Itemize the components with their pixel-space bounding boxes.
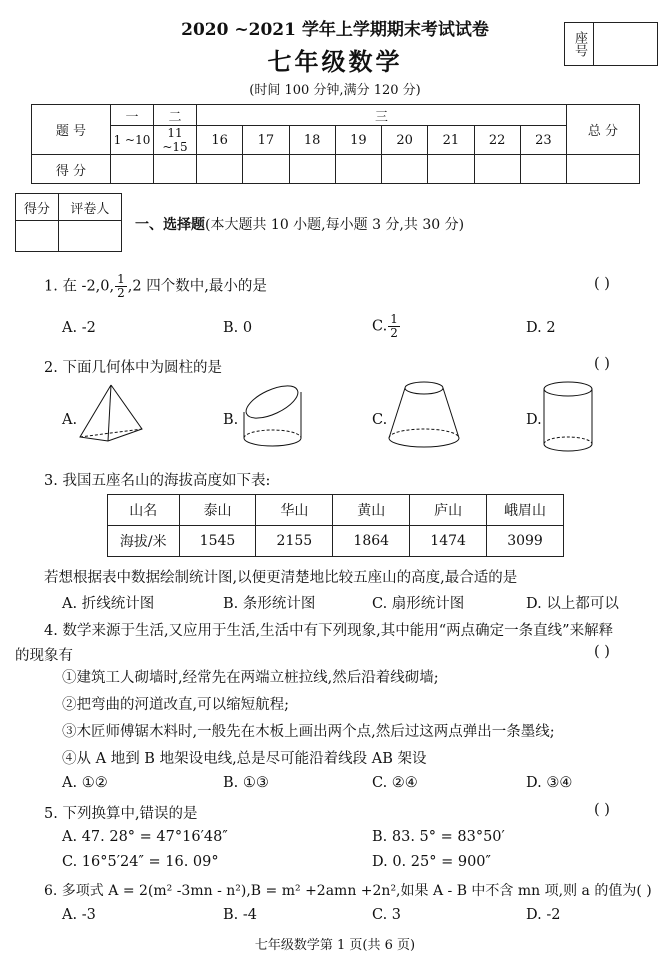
score-cell[interactable] xyxy=(520,155,566,184)
qnum-20: 20 xyxy=(382,126,428,155)
grader-label: 评卷人 xyxy=(58,194,121,221)
q3-option-b: B. 条形统计图 xyxy=(223,596,316,612)
q1-answer-paren: ( ) xyxy=(594,276,610,292)
score-cell[interactable] xyxy=(289,155,335,184)
row-label-question: 题 号 xyxy=(32,105,111,155)
score-cell[interactable] xyxy=(154,155,197,184)
q3-option-c: C. 扇形统计图 xyxy=(372,596,465,612)
qnum-17: 17 xyxy=(243,126,289,155)
q6-option-b: B. -4 xyxy=(223,907,257,923)
q5-option-a: A. 47. 28° = 47°16′48″ xyxy=(62,829,228,845)
page-footer: 七年级数学第 1 页(共 6 页) xyxy=(254,938,416,953)
q2-answer-paren: ( ) xyxy=(594,356,610,372)
score-cell[interactable] xyxy=(335,155,381,184)
q4-item: ③木匠师傅锯木料时,一般先在木板上画出两个点,然后过这两点弹出一条墨线; xyxy=(62,724,555,740)
q3-option-d: D. 以上都可以 xyxy=(526,596,619,612)
score-cell[interactable] xyxy=(111,155,154,184)
q1-stem-a: 1. 在 -2,0, xyxy=(44,278,115,295)
qnum-21: 21 xyxy=(428,126,474,155)
q4-stem-line2: 的现象有 xyxy=(15,648,73,664)
q6-option-a: A. -3 xyxy=(62,907,96,923)
frac-denominator: 2 xyxy=(117,286,125,300)
score-cell[interactable] xyxy=(428,155,474,184)
q1-option-a: A. -2 xyxy=(62,320,96,336)
mt-cell: 海拔/米 xyxy=(108,526,180,557)
score-cell[interactable] xyxy=(567,155,640,184)
q6-stem: 6. 多项式 A = 2(m² -3mn - n²),B = m² +2amn +2n²,如果 A - B 中不含 mn 项,则 a 的值为( ) xyxy=(44,883,652,899)
qnum-16: 16 xyxy=(197,126,243,155)
mt-header: 峨眉山 xyxy=(487,495,564,526)
mt-header: 泰山 xyxy=(179,495,256,526)
section1-desc: (本大题共 10 小题,每小题 3 分,共 30 分) xyxy=(205,217,465,233)
frac-numerator: 1 xyxy=(390,312,398,326)
q4-option-c: C. ②④ xyxy=(372,775,418,791)
score-cell[interactable] xyxy=(382,155,428,184)
slanted-cylinder-figure xyxy=(240,380,308,452)
mt-cell: 3099 xyxy=(487,526,564,557)
q2-option-d: D. xyxy=(526,412,542,428)
subject-title: 七年级数学 xyxy=(267,47,403,76)
total-label: 总 分 xyxy=(567,105,640,155)
mt-cell: 1545 xyxy=(179,526,256,557)
q3-option-a: A. 折线统计图 xyxy=(62,596,155,612)
grader-score-cell[interactable] xyxy=(16,221,59,252)
range-2: 11 ~15 xyxy=(154,126,197,155)
grader-name-cell[interactable] xyxy=(58,221,121,252)
mt-cell: 2155 xyxy=(256,526,333,557)
q5-option-d: D. 0. 25° = 900″ xyxy=(372,854,491,870)
pyramid-figure xyxy=(78,383,146,445)
range-1: 1 ~10 xyxy=(111,126,154,155)
q4-item: ①建筑工人砌墙时,经常先在两端立桩拉线,然后沿着线砌墙; xyxy=(62,670,439,686)
q6-option-c: C. 3 xyxy=(372,907,402,923)
mt-header: 华山 xyxy=(256,495,333,526)
q1-fraction xyxy=(115,273,127,300)
score-cell[interactable] xyxy=(197,155,243,184)
q1-option-c xyxy=(372,313,401,340)
mt-header: 山名 xyxy=(108,495,180,526)
q5-option-b: B. 83. 5° = 83°50′ xyxy=(372,829,505,845)
qnum-22: 22 xyxy=(474,126,520,155)
seat-label: 座号 xyxy=(565,23,594,65)
row-label-score: 得 分 xyxy=(32,155,111,184)
q3-follow: 若想根据表中数据绘制统计图,以便更清楚地比较五座山的高度,最合适的是 xyxy=(44,570,518,586)
frustum-figure xyxy=(387,380,461,456)
score-cell[interactable] xyxy=(243,155,289,184)
section1-title: 一、选择题 xyxy=(135,217,205,233)
q2-option-b: B. xyxy=(223,412,239,428)
grader-box xyxy=(15,193,122,252)
score-table xyxy=(31,104,640,184)
q2-stem: 2. 下面几何体中为圆柱的是 xyxy=(44,360,222,376)
q5-stem: 5. 下列换算中,错误的是 xyxy=(44,806,198,822)
mt-header: 庐山 xyxy=(410,495,487,526)
exam-title: 2020 ~2021 学年上学期期末考试试卷 xyxy=(181,20,489,40)
q1-stem-b: ,2 四个数中,最小的是 xyxy=(127,278,267,295)
frac-numerator: 1 xyxy=(117,272,125,286)
section1-heading xyxy=(135,214,464,234)
q2-option-c: C. xyxy=(372,412,388,428)
score-cell[interactable] xyxy=(474,155,520,184)
q3-stem: 3. 我国五座名山的海拔高度如下表: xyxy=(44,473,271,489)
q4-option-b: B. ①③ xyxy=(223,775,269,791)
q1-stem xyxy=(44,273,267,300)
qnum-18: 18 xyxy=(289,126,335,155)
q1-c-prefix: C. xyxy=(372,318,388,335)
q1-option-b: B. 0 xyxy=(223,320,253,336)
group-2: 二 xyxy=(154,105,197,126)
qnum-19: 19 xyxy=(335,126,381,155)
time-info: (时间 100 分钟,满分 120 分) xyxy=(249,83,421,98)
q4-items xyxy=(62,665,555,773)
mt-header: 黄山 xyxy=(333,495,410,526)
q5-answer-paren: ( ) xyxy=(594,802,610,818)
group-1: 一 xyxy=(111,105,154,126)
q5-option-c: C. 16°5′24″ = 16. 09° xyxy=(62,854,219,870)
qnum-23: 23 xyxy=(520,126,566,155)
frac-denominator: 2 xyxy=(390,326,398,340)
q4-item: ②把弯曲的河道改直,可以缩短航程; xyxy=(62,697,289,713)
q4-option-a: A. ①② xyxy=(62,775,108,791)
q4-option-d: D. ③④ xyxy=(526,775,573,791)
q1-option-d: D. 2 xyxy=(526,320,556,336)
q4-answer-paren: ( ) xyxy=(594,644,610,660)
q4-item: ④从 A 地到 B 地架设电线,总是尽可能沿着线段 AB 架设 xyxy=(62,751,427,767)
mt-cell: 1864 xyxy=(333,526,410,557)
grader-score-label: 得分 xyxy=(16,194,59,221)
q4-stem-line1: 4. 数学来源于生活,又应用于生活,生活中有下列现象,其中能用“两点确定一条直线”来解释 xyxy=(44,623,614,639)
q2-option-a: A. xyxy=(62,412,78,428)
q6-option-d: D. -2 xyxy=(526,907,561,923)
mt-cell: 1474 xyxy=(410,526,487,557)
mountain-table xyxy=(107,494,564,557)
cylinder-figure xyxy=(540,380,596,456)
seat-number-box xyxy=(564,22,658,66)
group-3: 三 xyxy=(197,105,567,126)
